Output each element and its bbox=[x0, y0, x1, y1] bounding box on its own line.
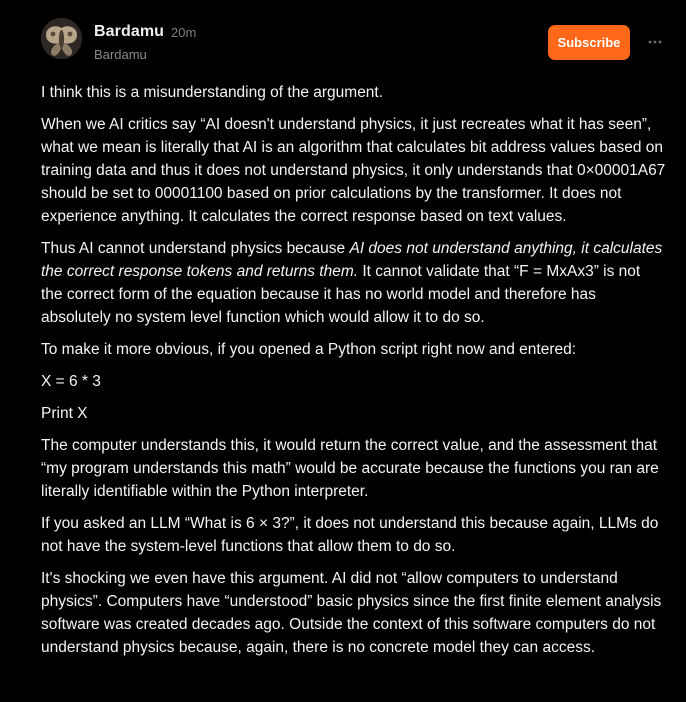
author-handle[interactable]: Bardamu bbox=[94, 47, 147, 62]
code-line: Print X bbox=[41, 405, 88, 422]
avatar[interactable] bbox=[41, 18, 82, 59]
paragraph-text: It cannot validate that “F = MxAx3” is not the correct form of the equation because it has no world model and therefore has absolutely no system level function which would allow it to do so. bbox=[41, 263, 641, 326]
comment-paragraph bbox=[41, 237, 666, 329]
more-horizontal-icon bbox=[648, 40, 662, 44]
comment-paragraph: When we AI critics say “AI doesn't understand physics, it just recreates what it has seen”, what we mean is literally that AI is an algorithm that calculates bit address values based on training data and thus it does not understand physics, it only understands that 0×00001A67 should be set to 00001100 based on prior calculations by the transformer. It does not experience anything. It calculates the correct response based on text values. bbox=[41, 116, 666, 225]
comment-body bbox=[41, 81, 666, 668]
code-line: X = 6 * 3 bbox=[41, 373, 101, 390]
comment-paragraph: It's shocking we even have this argument. AI did not “allow computers to understand physics”. Computers have “understood” basic physics since the first finite element analysis software was created decades ago. Outside the context of this software computers do not understand physics because, again, there is no concrete model they can access. bbox=[41, 570, 662, 656]
moth-avatar-icon bbox=[41, 18, 82, 59]
more-options-button[interactable] bbox=[646, 34, 664, 50]
paragraph-text: Thus AI cannot understand physics because bbox=[41, 240, 350, 257]
timestamp: 20m bbox=[171, 25, 197, 40]
paragraph-emphasis: AI does not understand anything, it calculates the correct response tokens and returns them. bbox=[41, 240, 663, 280]
comment-paragraph: If you asked an LLM “What is 6 × 3?”, it does not understand this because again, LLMs do not have the system-level functions that allow them to do so. bbox=[41, 515, 659, 555]
comment-paragraph: To make it more obvious, if you opened a Python script right now and entered: bbox=[41, 341, 577, 358]
comment-paragraph: I think this is a misunderstanding of the argument. bbox=[41, 84, 384, 101]
author-name[interactable]: Bardamu bbox=[94, 23, 165, 40]
subscribe-button[interactable]: Subscribe bbox=[548, 25, 630, 60]
comment-paragraph: The computer understands this, it would return the correct value, and the assessment that “my program understands this math” would be accurate because the functions you ran are literally identifiable within the Python interpreter. bbox=[41, 437, 659, 500]
